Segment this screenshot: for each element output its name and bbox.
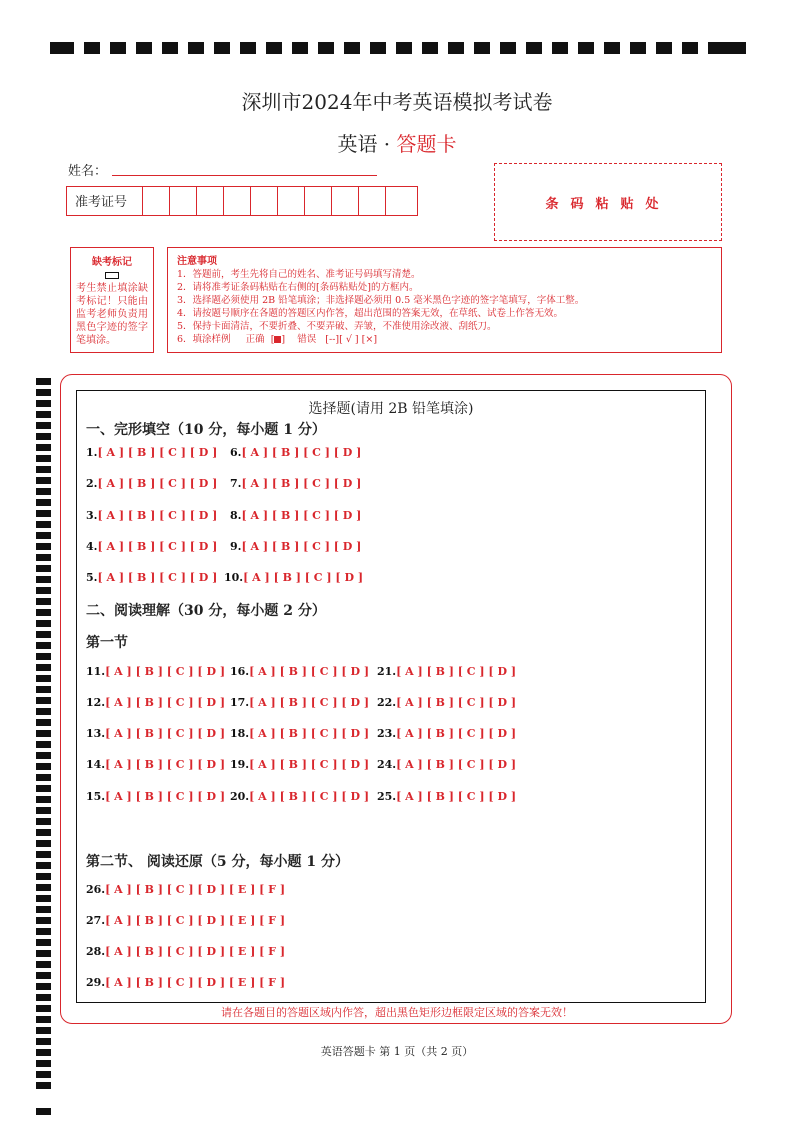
position-mark <box>630 42 646 54</box>
section2-heading: 第二节、 阅读还原（5 分，每小题 1 分） <box>86 854 349 870</box>
exam-id-cell[interactable] <box>196 187 224 215</box>
position-mark <box>36 477 51 484</box>
position-mark <box>36 686 51 693</box>
question-item[interactable]: 22.[ A ] [ B ] [ C ] [ D ] <box>377 696 517 709</box>
notice-line: 3．选择题必须使用 2B 铅笔填涂；非选择题必须用 0.5 毫米黑色字迹的签字笔填写，字体工整。 <box>177 295 585 306</box>
position-mark <box>36 1071 51 1078</box>
position-mark <box>604 42 620 54</box>
position-mark <box>36 1108 51 1115</box>
position-mark <box>396 42 412 54</box>
position-mark <box>50 42 74 54</box>
position-mark <box>36 631 51 638</box>
position-mark <box>36 862 51 869</box>
question-item[interactable]: 15.[ A ] [ B ] [ C ] [ D ] <box>86 790 226 803</box>
position-mark <box>110 42 126 54</box>
position-mark <box>344 42 360 54</box>
position-mark <box>36 983 51 990</box>
question-item[interactable]: 20.[ A ] [ B ] [ C ] [ D ] <box>230 790 370 803</box>
exam-id-cell[interactable] <box>277 187 305 215</box>
barcode-label: 条码粘贴处 <box>545 196 671 212</box>
position-mark <box>36 576 51 583</box>
question-item[interactable]: 5.[ A ] [ B ] [ C ] [ D ] <box>86 571 218 584</box>
position-mark <box>36 543 51 550</box>
exam-id-cell[interactable] <box>331 187 359 215</box>
position-mark <box>36 378 51 385</box>
position-mark <box>36 1027 51 1034</box>
subtitle-card: 答题卡 <box>396 132 457 156</box>
position-mark <box>36 444 51 451</box>
barcode-area <box>494 163 722 241</box>
position-mark <box>36 807 51 814</box>
position-mark <box>36 752 51 759</box>
position-mark <box>36 466 51 473</box>
position-mark <box>36 840 51 847</box>
notice-line: 1．答题前，考生先将自己的姓名、准考证号码填写清楚。 <box>177 269 421 280</box>
question-item[interactable]: 3.[ A ] [ B ] [ C ] [ D ] <box>86 509 218 522</box>
question-item[interactable]: 1.[ A ] [ B ] [ C ] [ D ] <box>86 446 218 459</box>
question-item[interactable]: 11.[ A ] [ B ] [ C ] [ D ] <box>86 665 226 678</box>
top-position-marks <box>50 42 746 56</box>
position-mark <box>370 42 386 54</box>
position-mark <box>36 642 51 649</box>
position-mark <box>36 609 51 616</box>
question-item[interactable]: 29.[ A ] [ B ] [ C ] [ D ] [ E ] [ F ] <box>86 976 286 989</box>
name-label: 姓名： <box>68 164 108 179</box>
page-footer: 英语答题卡 第 1 页（共 2 页） <box>320 1045 474 1058</box>
exam-id-box <box>66 186 418 216</box>
position-mark <box>36 620 51 627</box>
missing-mark-text: 考生禁止填涂缺考标记！只能由监考老师负责用黑色字迹的签字笔填涂。 <box>76 283 148 346</box>
section-title: 选择题(请用 2B 铅笔填涂) <box>308 401 474 417</box>
position-mark <box>36 895 51 902</box>
position-mark <box>422 42 438 54</box>
position-mark <box>552 42 568 54</box>
question-item[interactable]: 24.[ A ] [ B ] [ C ] [ D ] <box>377 758 517 771</box>
position-mark <box>36 587 51 594</box>
position-mark <box>292 42 308 54</box>
question-item[interactable]: 27.[ A ] [ B ] [ C ] [ D ] [ E ] [ F ] <box>86 914 286 927</box>
position-mark <box>656 42 672 54</box>
position-mark <box>36 917 51 924</box>
position-mark <box>36 741 51 748</box>
position-mark <box>36 455 51 462</box>
notice-line: 4．请按题号顺序在各题的答题区内作答，超出范围的答案无效，在草纸、试卷上作答无效。 <box>177 308 564 319</box>
position-mark <box>36 928 51 935</box>
part2-heading: 二、阅读理解（30 分，每小题 2 分） <box>86 603 326 619</box>
position-mark <box>36 433 51 440</box>
position-mark <box>682 42 698 54</box>
exam-id-label: 准考证号 <box>75 195 128 210</box>
position-mark <box>36 598 51 605</box>
question-item[interactable]: 28.[ A ] [ B ] [ C ] [ D ] [ E ] [ F ] <box>86 945 286 958</box>
missing-mark-heading: 缺考标记 <box>92 257 132 268</box>
position-mark <box>36 675 51 682</box>
question-item[interactable]: 7.[ A ] [ B ] [ C ] [ D ] <box>230 477 362 490</box>
notice-heading: 注意事项 <box>177 256 217 267</box>
position-mark <box>36 730 51 737</box>
answer-area-warning: 请在各题目的答题区域内作答，超出黑色矩形边框限定区域的答案无效！ <box>221 1006 573 1019</box>
position-mark <box>36 554 51 561</box>
position-mark <box>708 42 724 54</box>
position-mark <box>724 42 746 54</box>
position-mark <box>36 719 51 726</box>
position-mark <box>36 906 51 913</box>
wrong-label: 错误 <box>297 334 317 345</box>
subtitle-subject: 英语 · <box>337 132 397 156</box>
filled-sample-icon <box>274 336 281 343</box>
missing-mark-box <box>70 247 154 353</box>
position-mark <box>162 42 178 54</box>
position-mark <box>36 664 51 671</box>
question-item[interactable]: 10.[ A ] [ B ] [ C ] [ D ] <box>224 571 364 584</box>
position-mark <box>448 42 464 54</box>
position-mark <box>526 42 542 54</box>
position-mark <box>36 565 51 572</box>
position-mark <box>500 42 516 54</box>
question-item[interactable]: 13.[ A ] [ B ] [ C ] [ D ] <box>86 727 226 740</box>
position-mark <box>84 42 100 54</box>
question-item[interactable]: 14.[ A ] [ B ] [ C ] [ D ] <box>86 758 226 771</box>
position-mark <box>36 829 51 836</box>
position-mark <box>214 42 230 54</box>
position-mark <box>318 42 334 54</box>
exam-id-cell[interactable] <box>142 187 170 215</box>
question-item[interactable]: 16.[ A ] [ B ] [ C ] [ D ] <box>230 665 370 678</box>
position-mark <box>36 1082 51 1089</box>
notice-line: 2．请将准考证条码粘贴在右侧的[条码粘贴处]的方框内。 <box>177 282 419 293</box>
position-mark <box>36 763 51 770</box>
position-mark <box>36 851 51 858</box>
section1-heading: 第一节 <box>86 635 128 651</box>
question-item[interactable]: 26.[ A ] [ B ] [ C ] [ D ] [ E ] [ F ] <box>86 883 286 896</box>
position-mark <box>36 796 51 803</box>
question-item[interactable]: 6.[ A ] [ B ] [ C ] [ D ] <box>230 446 362 459</box>
page-subtitle <box>0 128 794 157</box>
notice-box <box>167 247 722 353</box>
position-mark <box>36 818 51 825</box>
position-mark <box>266 42 282 54</box>
position-mark <box>188 42 204 54</box>
position-mark <box>136 42 152 54</box>
exam-id-cell[interactable] <box>250 187 278 215</box>
position-mark <box>36 708 51 715</box>
position-mark <box>36 488 51 495</box>
notice-line: 5．保持卡面清洁，不要折叠、不要弄破、弄皱，不准使用涂改液、刮纸刀。 <box>177 321 497 332</box>
exam-id-cell[interactable] <box>223 187 251 215</box>
question-item[interactable]: 8.[ A ] [ B ] [ C ] [ D ] <box>230 509 362 522</box>
position-mark <box>36 532 51 539</box>
question-item[interactable]: 23.[ A ] [ B ] [ C ] [ D ] <box>377 727 517 740</box>
position-mark <box>240 42 256 54</box>
position-mark <box>36 961 51 968</box>
question-item[interactable]: 12.[ A ] [ B ] [ C ] [ D ] <box>86 696 226 709</box>
position-mark <box>36 774 51 781</box>
exam-id-cell[interactable] <box>169 187 197 215</box>
position-mark <box>36 939 51 946</box>
position-mark <box>36 499 51 506</box>
question-item[interactable]: 21.[ A ] [ B ] [ C ] [ D ] <box>377 665 517 678</box>
question-item[interactable]: 2.[ A ] [ B ] [ C ] [ D ] <box>86 477 218 490</box>
position-mark <box>36 785 51 792</box>
position-mark <box>578 42 594 54</box>
position-mark <box>36 873 51 880</box>
part1-heading: 一、完形填空（10 分，每小题 1 分） <box>86 422 326 438</box>
missing-mark-bubble[interactable] <box>105 272 119 279</box>
position-mark <box>36 400 51 407</box>
position-mark <box>36 510 51 517</box>
position-mark <box>36 1060 51 1067</box>
position-mark <box>36 697 51 704</box>
question-item[interactable]: 17.[ A ] [ B ] [ C ] [ D ] <box>230 696 370 709</box>
question-item[interactable]: 18.[ A ] [ B ] [ C ] [ D ] <box>230 727 370 740</box>
correct-label: 正确 <box>245 334 265 345</box>
position-mark <box>36 389 51 396</box>
notice-sample-line: 6．填涂样例 正确 [ ] 错误 [--][ √ ] [×] <box>177 334 378 345</box>
position-mark <box>36 884 51 891</box>
position-mark <box>36 972 51 979</box>
exam-id-cell[interactable] <box>385 187 413 215</box>
question-item[interactable]: 9.[ A ] [ B ] [ C ] [ D ] <box>230 540 362 553</box>
sample-label: 6．填涂样例 <box>177 334 231 345</box>
position-mark <box>474 42 490 54</box>
question-item[interactable]: 4.[ A ] [ B ] [ C ] [ D ] <box>86 540 218 553</box>
question-item[interactable]: 25.[ A ] [ B ] [ C ] [ D ] <box>377 790 517 803</box>
name-field[interactable] <box>112 161 377 176</box>
page-title: 深圳市2024年中考英语模拟考试卷 <box>241 90 553 114</box>
position-mark <box>36 411 51 418</box>
exam-id-cell[interactable] <box>304 187 332 215</box>
position-mark <box>36 994 51 1001</box>
position-mark <box>36 422 51 429</box>
wrong-marks: [--][ √ ] [×] <box>325 334 378 345</box>
position-mark <box>36 521 51 528</box>
question-item[interactable]: 19.[ A ] [ B ] [ C ] [ D ] <box>230 758 370 771</box>
position-mark <box>36 950 51 957</box>
exam-id-cell[interactable] <box>358 187 386 215</box>
position-mark <box>36 653 51 660</box>
